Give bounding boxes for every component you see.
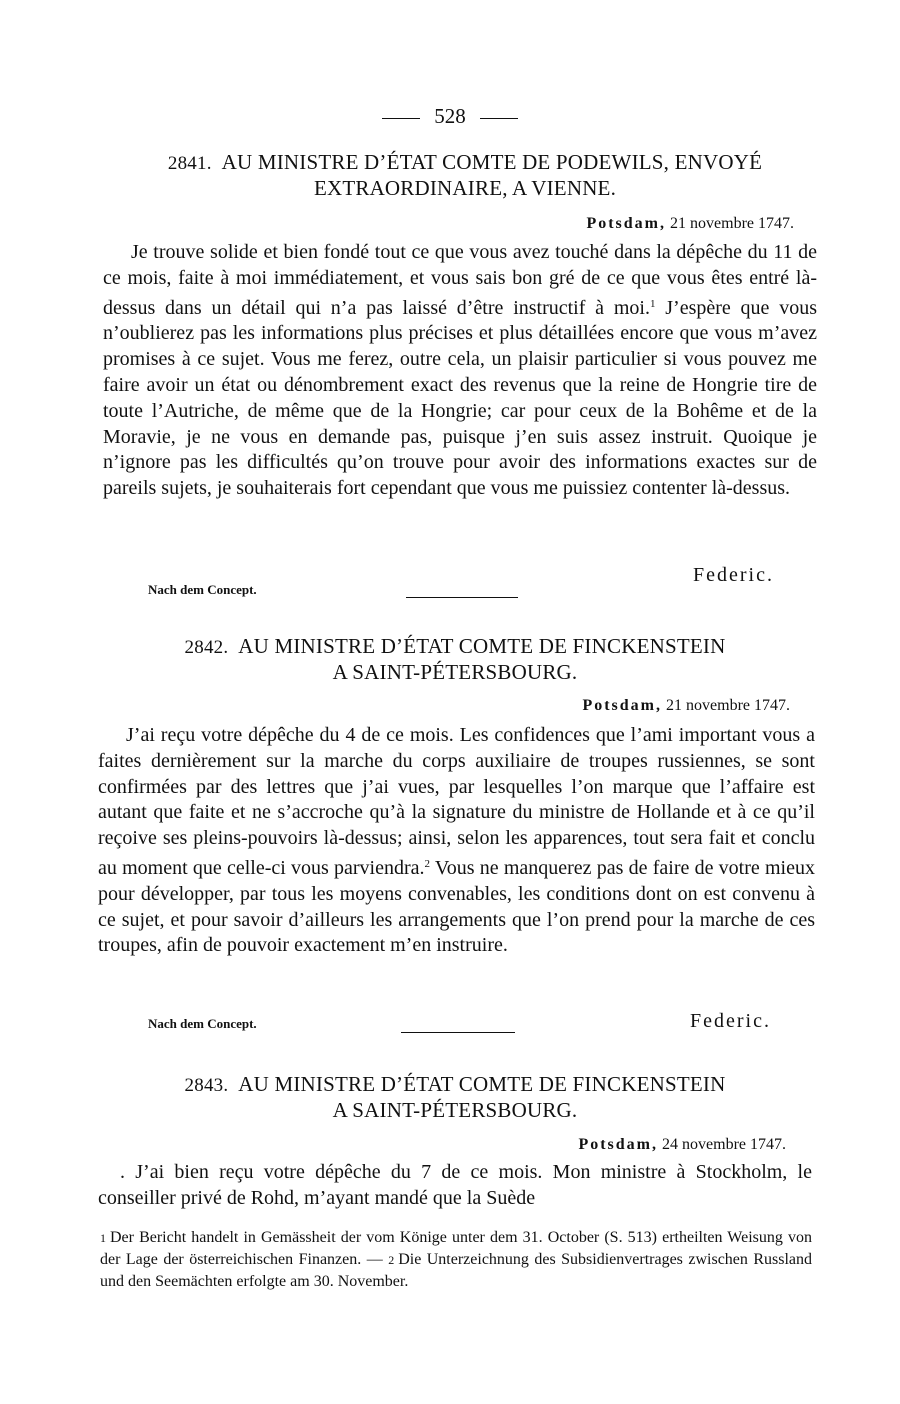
letter-2842-signature: Federic. [690,1010,771,1032]
letter-heading-line2: A SAINT-PÉTERSBOURG. [332,1098,578,1122]
footnote-mark: 2 [388,1253,395,1267]
dateline-date: 21 novembre 1747. [670,215,794,232]
dateline-place: Potsdam, [578,1136,659,1153]
page-number-dash-left [382,118,420,119]
letter-heading-text: AU MINISTRE D’ÉTAT COMTE DE FINCKENSTEIN [238,634,726,658]
letter-2841-source: Nach dem Concept. [148,582,257,597]
footnote-text: Der Bericht handelt in Gemässheit der vom Könige unter dem 31. October (S. 513) ertheilten Weisung von der Lage der österreichischen Finanzen. — [100,1229,812,1268]
letter-number: 2841. [167,153,212,174]
section-separator [406,597,518,598]
letter-number: 2842. [184,637,229,658]
footnote-ref: 2 [424,857,431,870]
letter-2842-dateline [582,697,790,715]
letter-2841-dateline [586,215,794,233]
body-text-part: . J’ai bien reçu votre dépêche du 7 de ce mois. Mon ministre à Stockholm, le conseiller privé de Rohd, m’ayant mandé que la Suède [98,1161,812,1209]
dateline-date: 21 novembre 1747. [666,697,790,714]
body-text-part: Je trouve solide et bien fondé tout ce que vous avez touché dans la dépêche du 11 de ce mois, faite à moi immédiatement, et vous sais bon gré de ce que vous êtes entré là-dessus dans un détail qui n’a pas laissé d’être instructif à moi. [103,241,817,319]
section-separator [401,1032,515,1033]
letter-2842-source: Nach dem Concept. [148,1016,257,1031]
letter-number: 2843. [184,1075,229,1096]
letter-2842-body [98,723,815,959]
footnote-ref: 1 [649,297,656,310]
letter-2842-heading [90,634,820,685]
letter-2843-dateline [578,1136,786,1154]
page-number-text: 528 [434,104,466,128]
letter-heading-text: AU MINISTRE D’ÉTAT COMTE DE PODEWILS, ENVOYÉ [221,150,763,174]
page-number-dash-right [480,118,518,119]
letter-2841-signature: Federic. [693,564,774,586]
letter-2843-heading [90,1072,820,1123]
letter-2841-body [103,240,817,502]
letter-2841-heading [100,150,830,201]
letter-heading-line2: EXTRAORDINAIRE, A VIENNE. [313,176,617,200]
dateline-date: 24 novembre 1747. [662,1136,786,1153]
footnote-mark: 1 [100,1231,106,1245]
letter-heading-line2: A SAINT-PÉTERSBOURG. [332,660,578,684]
letter-heading-line1 [90,1072,820,1098]
letter-2843-body [98,1160,812,1212]
dateline-place: Potsdam, [586,215,667,232]
body-text-part: J’ai reçu votre dépêche du 4 de ce mois. Les confidences que l’ami important vous a faites dernièrement sur la marche du corps auxiliaire de troupes russiennes, se sont confirmées par des lettres que j’ai vues, par lesquelles l’on marque que l’affaire est autant que faite et ne s’accroche qu’à la signature du ministre de Hollande et à ce qu’il reçoive ses pleins-pouvoirs là-dessus; ainsi, selon les apparences, tout sera fait et conclu au moment que celle-ci vous parviendra. [98,724,815,879]
body-text-part: Vous ne manquerez pas de faire de votre mieux pour développer, par tous les moyens convenables, les conditions dont on est convenu à ce sujet, et pour savoir d’ailleurs les arrangements que l’on prend pour la marche de ces troupes, afin de pouvoir exactement m’en instruire. [98,856,815,957]
page-number [0,104,900,129]
letter-heading-line1 [100,150,830,176]
letter-heading-line1 [90,634,820,660]
footnote-text: Die Unterzeichnung des Subsidienvertrages zwischen Russland und den Seemächten erfolgte am 30. November. [100,1251,813,1290]
footnotes [100,1227,812,1292]
dateline-place: Potsdam, [582,697,663,714]
body-text-part: J’espère que vous n’oublierez pas les informations plus précises et plus détaillées encore que vous m’avez promises à ce sujet. Vous me ferez, outre cela, un plaisir particulier si vous pouvez me faire avoir un état ou dénombrement exact des revenus que la reine de Hongrie tire de toute l’Autriche, de même que de la Hongrie; car pour ceux de la Bohême et de la Moravie, je ne vous en demande pas, puisque j’en suis assez instruit. Quoique je n’ignore pas les difficultés qu’on trouve pour avoir des informations exactes sur de pareils sujets, je souhaiterais fort cependant que vous me puissiez contenter là-dessus. [103,296,818,500]
letter-heading-text: AU MINISTRE D’ÉTAT COMTE DE FINCKENSTEIN [238,1072,726,1096]
